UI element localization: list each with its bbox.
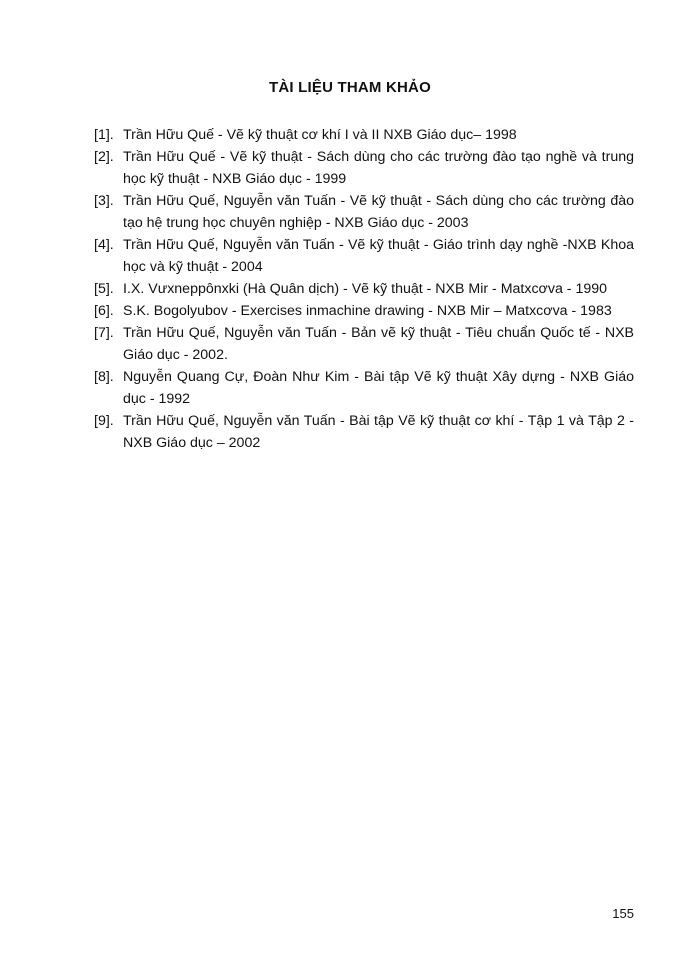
reference-number: [7].: [94, 325, 114, 341]
reference-text: I.X. Vưxneppônxki (Hà Quân dịch) - Vẽ kỹ thuật - NXB Mir - Matxcơva - 1990: [123, 281, 608, 297]
reference-text: Trần Hữu Quế - Vẽ kỹ thuật cơ khí I và II NXB Giáo dục– 1998: [123, 127, 517, 143]
reference-text: Trần Hữu Quế, Nguyễn văn Tuấn - Bài tập Vẽ kỹ thuật cơ khí - Tập 1 và Tập 2 - NXB Giáo dục – 2002: [123, 413, 634, 451]
reference-number: [3].: [94, 193, 114, 209]
reference-number: [2].: [94, 149, 114, 165]
reference-text: Trần Hữu Quế, Nguyễn văn Tuấn - Vẽ kỹ thuật - Giáo trình dạy nghề -NXB Khoa học và kỹ thuật - 2004: [123, 237, 634, 275]
reference-number: [1].: [94, 127, 114, 143]
reference-item: [94, 410, 634, 454]
reference-item: [94, 124, 634, 146]
page-number: 155: [612, 906, 634, 921]
reference-item: [94, 234, 634, 278]
reference-number: [4].: [94, 237, 114, 253]
reference-text: Trần Hữu Quế, Nguyễn văn Tuấn - Vẽ kỹ thuật - Sách dùng cho các trường đào tạo hệ trung học chuyên nghiệp - NXB Giáo dục - 2003: [123, 193, 634, 231]
reference-item: [94, 300, 634, 322]
reference-item: [94, 146, 634, 190]
reference-list: [94, 124, 634, 454]
reference-number: [5].: [94, 281, 114, 297]
reference-text: S.K. Bogolyubov - Exercises inmachine drawing - NXB Mir – Matxcơva - 1983: [123, 303, 612, 319]
reference-number: [6].: [94, 303, 114, 319]
reference-text: Nguyễn Quang Cự, Đoàn Như Kim - Bài tập Vẽ kỹ thuật Xây dựng - NXB Giáo dục - 1992: [123, 369, 634, 407]
reference-item: [94, 322, 634, 366]
reference-number: [9].: [94, 413, 114, 429]
reference-item: [94, 366, 634, 410]
reference-item: [94, 278, 634, 300]
reference-item: [94, 190, 634, 234]
reference-text: Trần Hữu Quế - Vẽ kỹ thuật - Sách dùng cho các trường đào tạo nghề và trung học kỹ thuật - NXB Giáo dục - 1999: [123, 149, 634, 187]
reference-text: Trần Hữu Quế, Nguyễn văn Tuấn - Bản vẽ kỹ thuật - Tiêu chuẩn Quốc tế - NXB Giáo dục - 2002.: [123, 325, 634, 363]
reference-number: [8].: [94, 369, 114, 385]
page-title: TÀI LIỆU THAM KHẢO: [269, 79, 431, 96]
